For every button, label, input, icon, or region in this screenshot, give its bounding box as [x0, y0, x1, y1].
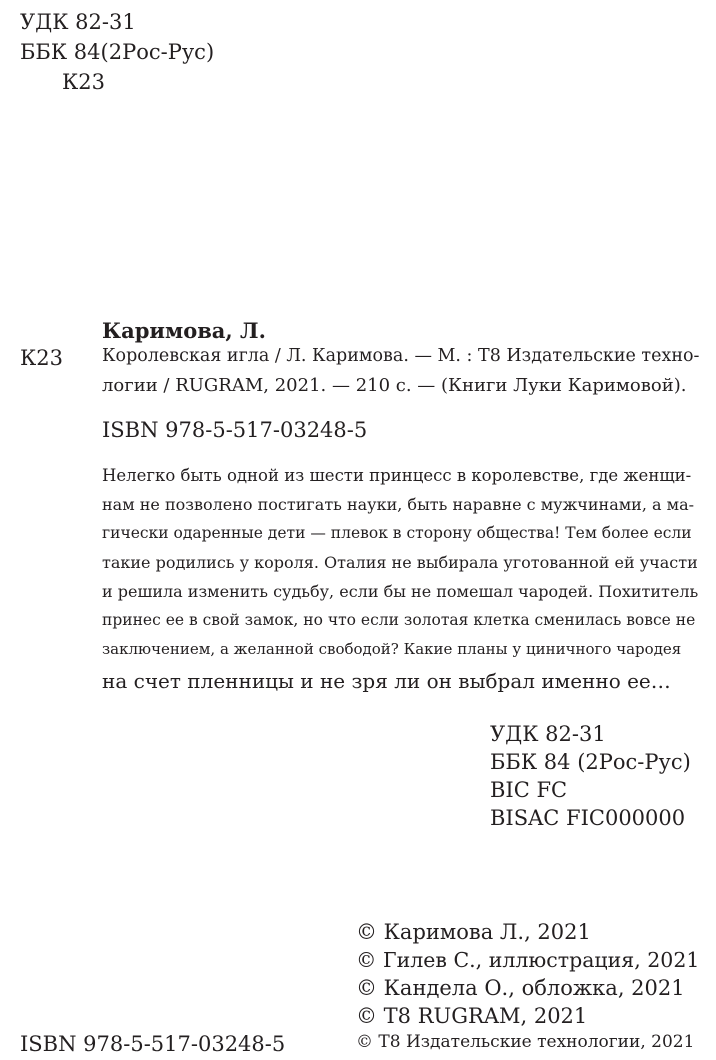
description-line-2: логии / RUGRAM, 2021. — 210 с. — (Книги Луки Каримовой). — [102, 375, 687, 396]
bic-code: BIC FC — [490, 778, 568, 802]
annotation-line: на счет пленницы и не зря ли он выбрал именно ее… — [102, 669, 671, 693]
author-sign-top: К23 — [62, 70, 105, 94]
udk-bottom: УДК 82-31 — [490, 722, 606, 746]
annotation-line: и решила изменить судьбу, если бы не помешал чародей. Похититель — [102, 582, 699, 601]
author-sign: К23 — [20, 346, 63, 370]
isbn-bottom: ISBN 978-5-517-03248-5 — [20, 1032, 286, 1056]
copyright-line: © Кандела О., обложка, 2021 — [356, 976, 685, 1000]
bisac-code: BISAC FIC000000 — [490, 806, 686, 830]
isbn-record: ISBN 978-5-517-03248-5 — [102, 418, 368, 442]
annotation-line: такие родились у короля. Оталия не выбирала уготованной ей участи — [102, 553, 698, 572]
description-line-1: Королевская игла / Л. Каримова. — М. : Т8 Издательские техно- — [102, 346, 700, 366]
annotation-line: гически одаренные дети — плевок в сторону общества! Тем более если — [102, 524, 692, 542]
copyright-line: © Каримова Л., 2021 — [356, 920, 591, 944]
copyright-line: © Т8 Издательские технологии, 2021 — [356, 1032, 695, 1052]
annotation-line: принес ее в свой замок, но что если золотая клетка сменилась вовсе не — [102, 611, 696, 629]
udk-top: УДК 82-31 — [20, 10, 136, 34]
copyright-line: © Гилев С., иллюстрация, 2021 — [356, 948, 700, 972]
bbk-bottom: ББК 84 (2Рос-Рус) — [490, 750, 691, 774]
annotation-line: Нелегко быть одной из шести принцесс в королевстве, где женщи- — [102, 466, 692, 485]
annotation-line: нам не позволено постигать науки, быть наравне с мужчинами, а ма- — [102, 495, 695, 514]
author-heading: Каримова, Л. — [102, 318, 266, 343]
bbk-top: ББК 84(2Рос-Рус) — [20, 40, 215, 64]
annotation-line: заключением, а желанной свободой? Какие планы у циничного чародея — [102, 640, 682, 658]
copyright-line: © Т8 RUGRAM, 2021 — [356, 1004, 588, 1028]
